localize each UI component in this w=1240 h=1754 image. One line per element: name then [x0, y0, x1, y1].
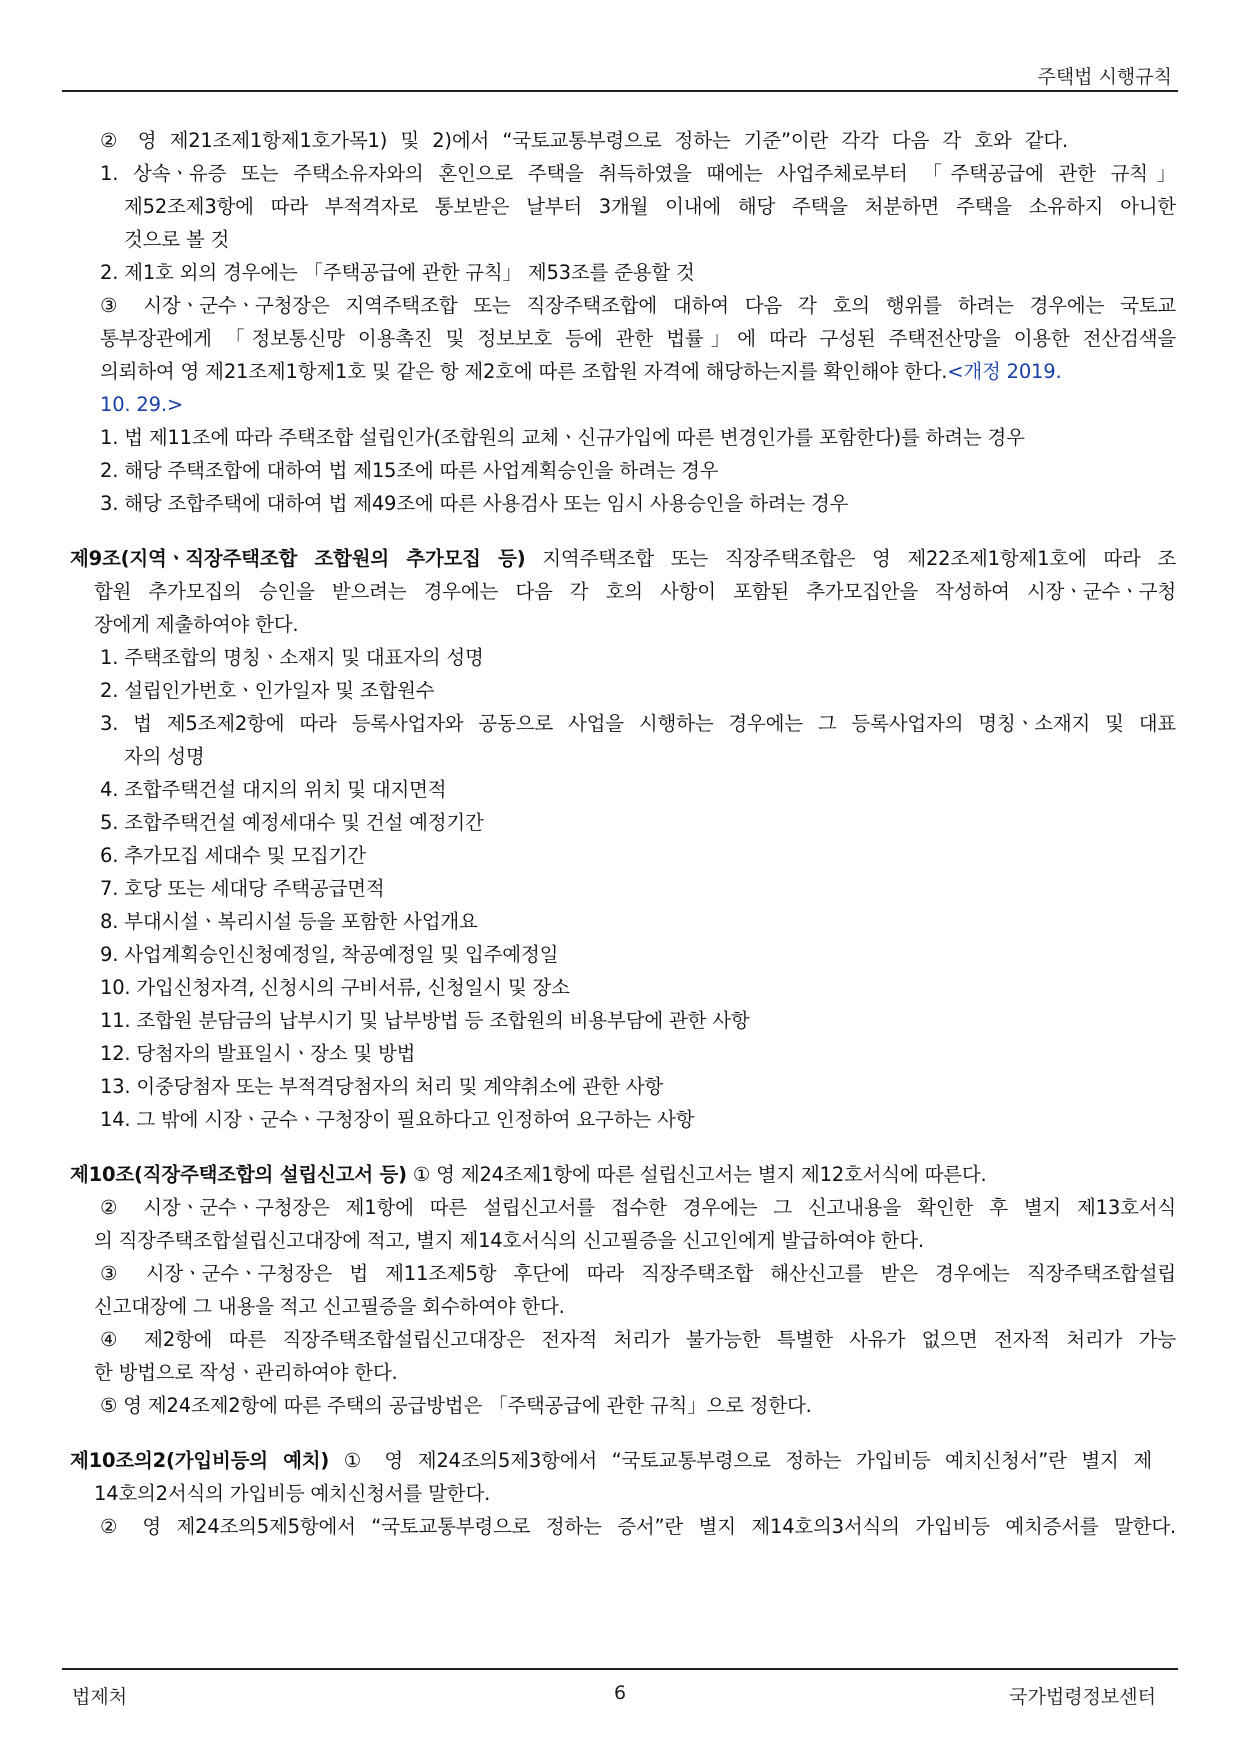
art10-heading: 제10조(직장주택조합의 설립신고서 등): [70, 1163, 407, 1186]
art9-item3: 3. 법 제5조제2항에 따라 등록사업자와 공동으로 사업을 시행하는 경우에는 그 등록사업자의 명칭ㆍ소재지 및 대표: [100, 712, 1176, 735]
art9-item8: 8. 부대시설ㆍ복리시설 등을 포함한 사업개요: [100, 910, 478, 933]
art8-para3: ③ 시장ㆍ군수ㆍ구청장은 지역주택조합 또는 직장주택조합에 대하여 다음 각 호의 행위를 하려는 경우에는 국토교: [100, 294, 1176, 317]
art9-item5: 5. 조합주택건설 예정세대수 및 건설 예정기간: [100, 811, 484, 834]
art8-para3-text: 의뢰하여 영 제21조제1항제1호 및 같은 항 제2호에 따른 조합원 자격에 해당하는지를 확인해야 한다.: [100, 360, 948, 383]
art9-item3-cont: 자의 성명: [124, 745, 205, 768]
art10-text: ① 영 제24조제1항에 따른 설립신고서는 별지 제12호서식에 따른다.: [406, 1163, 987, 1186]
art10-para4-cont: 한 방법으로 작성ㆍ관리하여야 한다.: [94, 1361, 398, 1384]
art10-para4: ④ 제2항에 따른 직장주택조합설립신고대장은 전자적 처리가 불가능한 특별한 사유가 없으면 전자적 처리가 가능: [100, 1328, 1176, 1351]
footer-rule: [62, 1668, 1178, 1670]
art9-item4: 4. 조합주택건설 대지의 위치 및 대지면적: [100, 778, 447, 801]
art10-para2: ② 시장ㆍ군수ㆍ구청장은 제1항에 따른 설립신고서를 접수한 경우에는 그 신고내용을 확인한 후 별지 제13호서식: [100, 1196, 1176, 1219]
footer-source: 법제처: [72, 1686, 128, 1708]
header-rule: [62, 90, 1178, 92]
page-number: 6: [613, 1682, 627, 1704]
art9-item11: 11. 조합원 분담금의 납부시기 및 납부방법 등 조합원의 비용부담에 관한 사항: [100, 1009, 750, 1032]
art9-item14: 14. 그 밖에 시장ㆍ군수ㆍ구청장이 필요하다고 인정하여 요구하는 사항: [100, 1108, 695, 1131]
art10-para3: ③ 시장ㆍ군수ㆍ구청장은 법 제11조제5항 후단에 따라 직장주택조합 해산신고를 받은 경우에는 직장주택조합설립: [100, 1262, 1176, 1285]
art9-item1: 1. 주택조합의 명칭ㆍ소재지 및 대표자의 성명: [100, 646, 484, 669]
art9-text: 지역주택조합 또는 직장주택조합은 영 제22조제1항제1호에 따라 조: [525, 547, 1176, 570]
art10-2-text: ① 영 제24조의5제3항에서 “국토교통부령으로 정하는 가입비등 예치신청서”란 별지 제: [329, 1449, 1152, 1472]
art9-item6: 6. 추가모집 세대수 및 모집기간: [100, 844, 366, 867]
art9-item12: 12. 당첨자의 발표일시ㆍ장소 및 방법: [100, 1042, 416, 1065]
art8-para3-cont: 통부장관에게 「정보통신망 이용촉진 및 정보보호 등에 관한 법률」에 따라 구성된 주택전산망을 이용한 전산검색을: [100, 327, 1176, 350]
art8-para2-item2: 2. 제1호 외의 경우에는 「주택공급에 관한 규칙」 제53조를 준용할 것: [100, 261, 695, 284]
art8-para3-cont2: [100, 355, 1061, 389]
art9-text-cont2: 장에게 제출하여야 한다.: [94, 613, 299, 636]
art10-2-first-line: [70, 1444, 1152, 1478]
art9-item9: 9. 사업계획승인신청예정일, 착공예정일 및 입주예정일: [100, 943, 559, 966]
art9-text-cont: 합원 추가모집의 승인을 받으려는 경우에는 다음 각 호의 사항이 포함된 추가모집안을 작성하여 시장ㆍ군수ㆍ구청: [94, 580, 1177, 603]
art8-para2-item1-cont2: 것으로 볼 것: [124, 228, 230, 251]
amendment-note-date: 10. 29.>: [100, 393, 183, 416]
art10-para3-cont: 신고대장에 그 내용을 적고 신고필증을 회수하여야 한다.: [94, 1295, 565, 1318]
art8-para3-item3: 3. 해당 조합주택에 대하여 법 제49조에 따른 사용검사 또는 임시 사용승인을 하려는 경우: [100, 492, 849, 515]
amendment-note: <개정 2019.: [947, 360, 1062, 383]
art9-item10: 10. 가입신청자격, 신청시의 구비서류, 신청일시 및 장소: [100, 976, 570, 999]
art9-first-line: [70, 542, 1176, 576]
art9-item7: 7. 호당 또는 세대당 주택공급면적: [100, 877, 385, 900]
art8-para2-item1: 1. 상속ㆍ유증 또는 주택소유자와의 혼인으로 주택을 취득하였을 때에는 사업주체로부터 「주택공급에 관한 규칙」: [100, 162, 1176, 185]
art10-first-line: [70, 1158, 987, 1192]
art9-item13: 13. 이중당첨자 또는 부적격당첨자의 처리 및 계약취소에 관한 사항: [100, 1075, 663, 1098]
art10-2-heading: 제10조의2(가입비등의 예치): [70, 1449, 330, 1472]
art10-2-para2: ② 영 제24조의5제5항에서 “국토교통부령으로 정하는 증서”란 별지 제14호의3서식의 가입비등 예치증서를 말한다.: [100, 1515, 1176, 1538]
art8-para3-item1: 1. 법 제11조에 따라 주택조합 설립인가(조합원의 교체ㆍ신규가입에 따른 변경인가를 포함한다)를 하려는 경우: [100, 426, 1025, 449]
art8-para2-item1-cont: 제52조제3항에 따라 부적격자로 통보받은 날부터 3개월 이내에 해당 주택을 처분하면 주택을 소유하지 아니한: [124, 195, 1176, 218]
document-title: 주택법 시행규칙: [1037, 66, 1172, 88]
art8-para3-item2: 2. 해당 주택조합에 대하여 법 제15조에 따른 사업계획승인을 하려는 경우: [100, 459, 719, 482]
footer-center-name: 국가법령정보센터: [1009, 1686, 1156, 1708]
art9-heading: 제9조(지역ㆍ직장주택조합 조합원의 추가모집 등): [70, 547, 526, 570]
art9-item2: 2. 설립인가번호ㆍ인가일자 및 조합원수: [100, 679, 435, 702]
art8-para2-intro: ② 영 제21조제1항제1호가목1) 및 2)에서 “국토교통부령으로 정하는 기준”이란 각각 다음 각 호와 같다.: [100, 129, 1068, 152]
art10-2-text-cont: 14호의2서식의 가입비등 예치신청서를 말한다.: [94, 1482, 491, 1505]
art10-para2-cont: 의 직장주택조합설립신고대장에 적고, 별지 제14호서식의 신고필증을 신고인에게 발급하여야 한다.: [94, 1229, 924, 1252]
art10-para5: ⑤ 영 제24조제2항에 따른 주택의 공급방법은 「주택공급에 관한 규칙」으로 정한다.: [100, 1394, 812, 1417]
